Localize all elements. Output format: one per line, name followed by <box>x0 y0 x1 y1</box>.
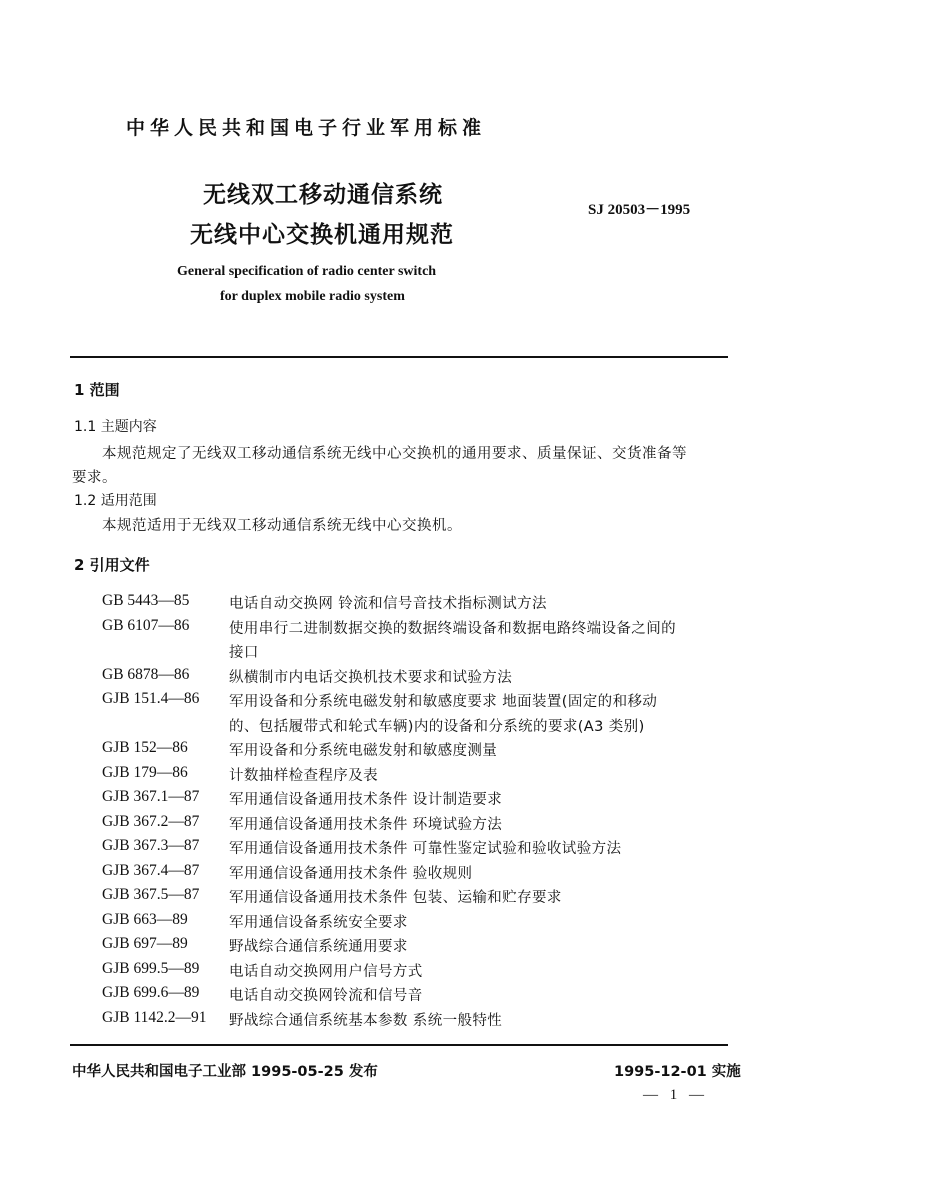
reference-title: 军用通信设备通用技术条件 包装、运输和贮存要求 <box>229 890 562 906</box>
section-1-2-text: 本规范适用于无线双工移动通信系统无线中心交换机。 <box>102 518 462 534</box>
issuing-body-title: 中华人民共和国电子行业军用标准 <box>126 117 487 139</box>
reference-title: 电话自动交换网 铃流和信号音技术指标测试方法 <box>229 596 547 612</box>
reference-code: GJB 1142.2—91 <box>102 1008 207 1026</box>
header-divider <box>70 356 728 358</box>
reference-code: GJB 697—89 <box>102 935 188 952</box>
reference-title: 军用通信设备系统安全要求 <box>229 914 408 931</box>
reference-code: GJB 367.5—87 <box>102 886 200 903</box>
reference-code: GJB 663—89 <box>102 910 188 928</box>
section-1-1-heading: 1.1 主题内容 <box>74 419 157 435</box>
issue-date: 中华人民共和国电子工业部 1995-05-25 发布 <box>72 1064 378 1080</box>
reference-title: 计数抽样检查程序及表 <box>229 767 378 784</box>
standard-title-en-line2: for duplex mobile radio system <box>220 289 405 304</box>
reference-title: 野战综合通信系统基本参数 系统一般特性 <box>229 1012 503 1029</box>
section-1-heading: 1 范围 <box>74 381 120 399</box>
reference-code: GJB 179—86 <box>102 763 188 781</box>
reference-code: GJB 367.2—87 <box>102 812 200 830</box>
reference-title: 军用通信设备通用技术条件 可靠性鉴定试验和验收试验方法 <box>229 841 622 857</box>
reference-code: GB 6107—86 <box>102 616 190 634</box>
section-1-1-text-line2: 要求。 <box>72 470 117 486</box>
effective-date: 1995-12-01 实施 <box>614 1064 741 1080</box>
standard-title-cn-line1: 无线双工移动通信系统 <box>203 182 443 208</box>
reference-code: GJB 367.4—87 <box>102 861 200 879</box>
reference-title: 纵横制市内电话交换机技术要求和试验方法 <box>229 669 513 686</box>
section-2-heading: 2 引用文件 <box>74 556 150 574</box>
reference-title: 的、包括履带式和轮式车辆)内的设备和分系统的要求(A3 类别) <box>229 718 645 735</box>
standard-number: SJ 20503－1995 <box>588 202 691 218</box>
reference-code: GJB 152—86 <box>102 739 188 756</box>
reference-code: GJB 367.3—87 <box>102 837 200 854</box>
reference-code: GJB 699.5—89 <box>102 959 200 977</box>
reference-code: GJB 151.4—86 <box>102 690 200 707</box>
footer-divider <box>70 1044 728 1046</box>
section-1-2-heading: 1.2 适用范围 <box>74 493 157 509</box>
reference-title: 军用通信设备通用技术条件 环境试验方法 <box>229 816 503 833</box>
standard-title-en-line1: General specification of radio center switch <box>177 264 437 279</box>
reference-title: 使用串行二进制数据交换的数据终端设备和数据电路终端设备之间的 <box>229 620 676 637</box>
reference-code: GJB 367.1—87 <box>102 788 200 805</box>
section-1-1-text-line1: 本规范规定了无线双工移动通信系统无线中心交换机的通用要求、质量保证、交货准备等 <box>102 446 687 462</box>
reference-code: GJB 699.6—89 <box>102 984 200 1001</box>
reference-title: 野战综合通信系统通用要求 <box>229 939 408 955</box>
reference-title: 军用设备和分系统电磁发射和敏感度测量 <box>229 743 498 759</box>
reference-title: 军用通信设备通用技术条件 验收规则 <box>229 865 473 882</box>
reference-code: GB 5443—85 <box>102 592 190 609</box>
reference-title: 电话自动交换网铃流和信号音 <box>229 988 423 1004</box>
reference-title: 军用通信设备通用技术条件 设计制造要求 <box>229 792 503 808</box>
page-number: — 1 — <box>643 1087 708 1103</box>
reference-title: 军用设备和分系统电磁发射和敏感度要求 地面装置(固定的和移动 <box>229 694 658 710</box>
reference-title: 接口 <box>229 645 259 661</box>
standard-title-cn-line2: 无线中心交换机通用规范 <box>190 222 454 248</box>
reference-title: 电话自动交换网用户信号方式 <box>229 963 423 980</box>
reference-code: GB 6878—86 <box>102 665 190 683</box>
